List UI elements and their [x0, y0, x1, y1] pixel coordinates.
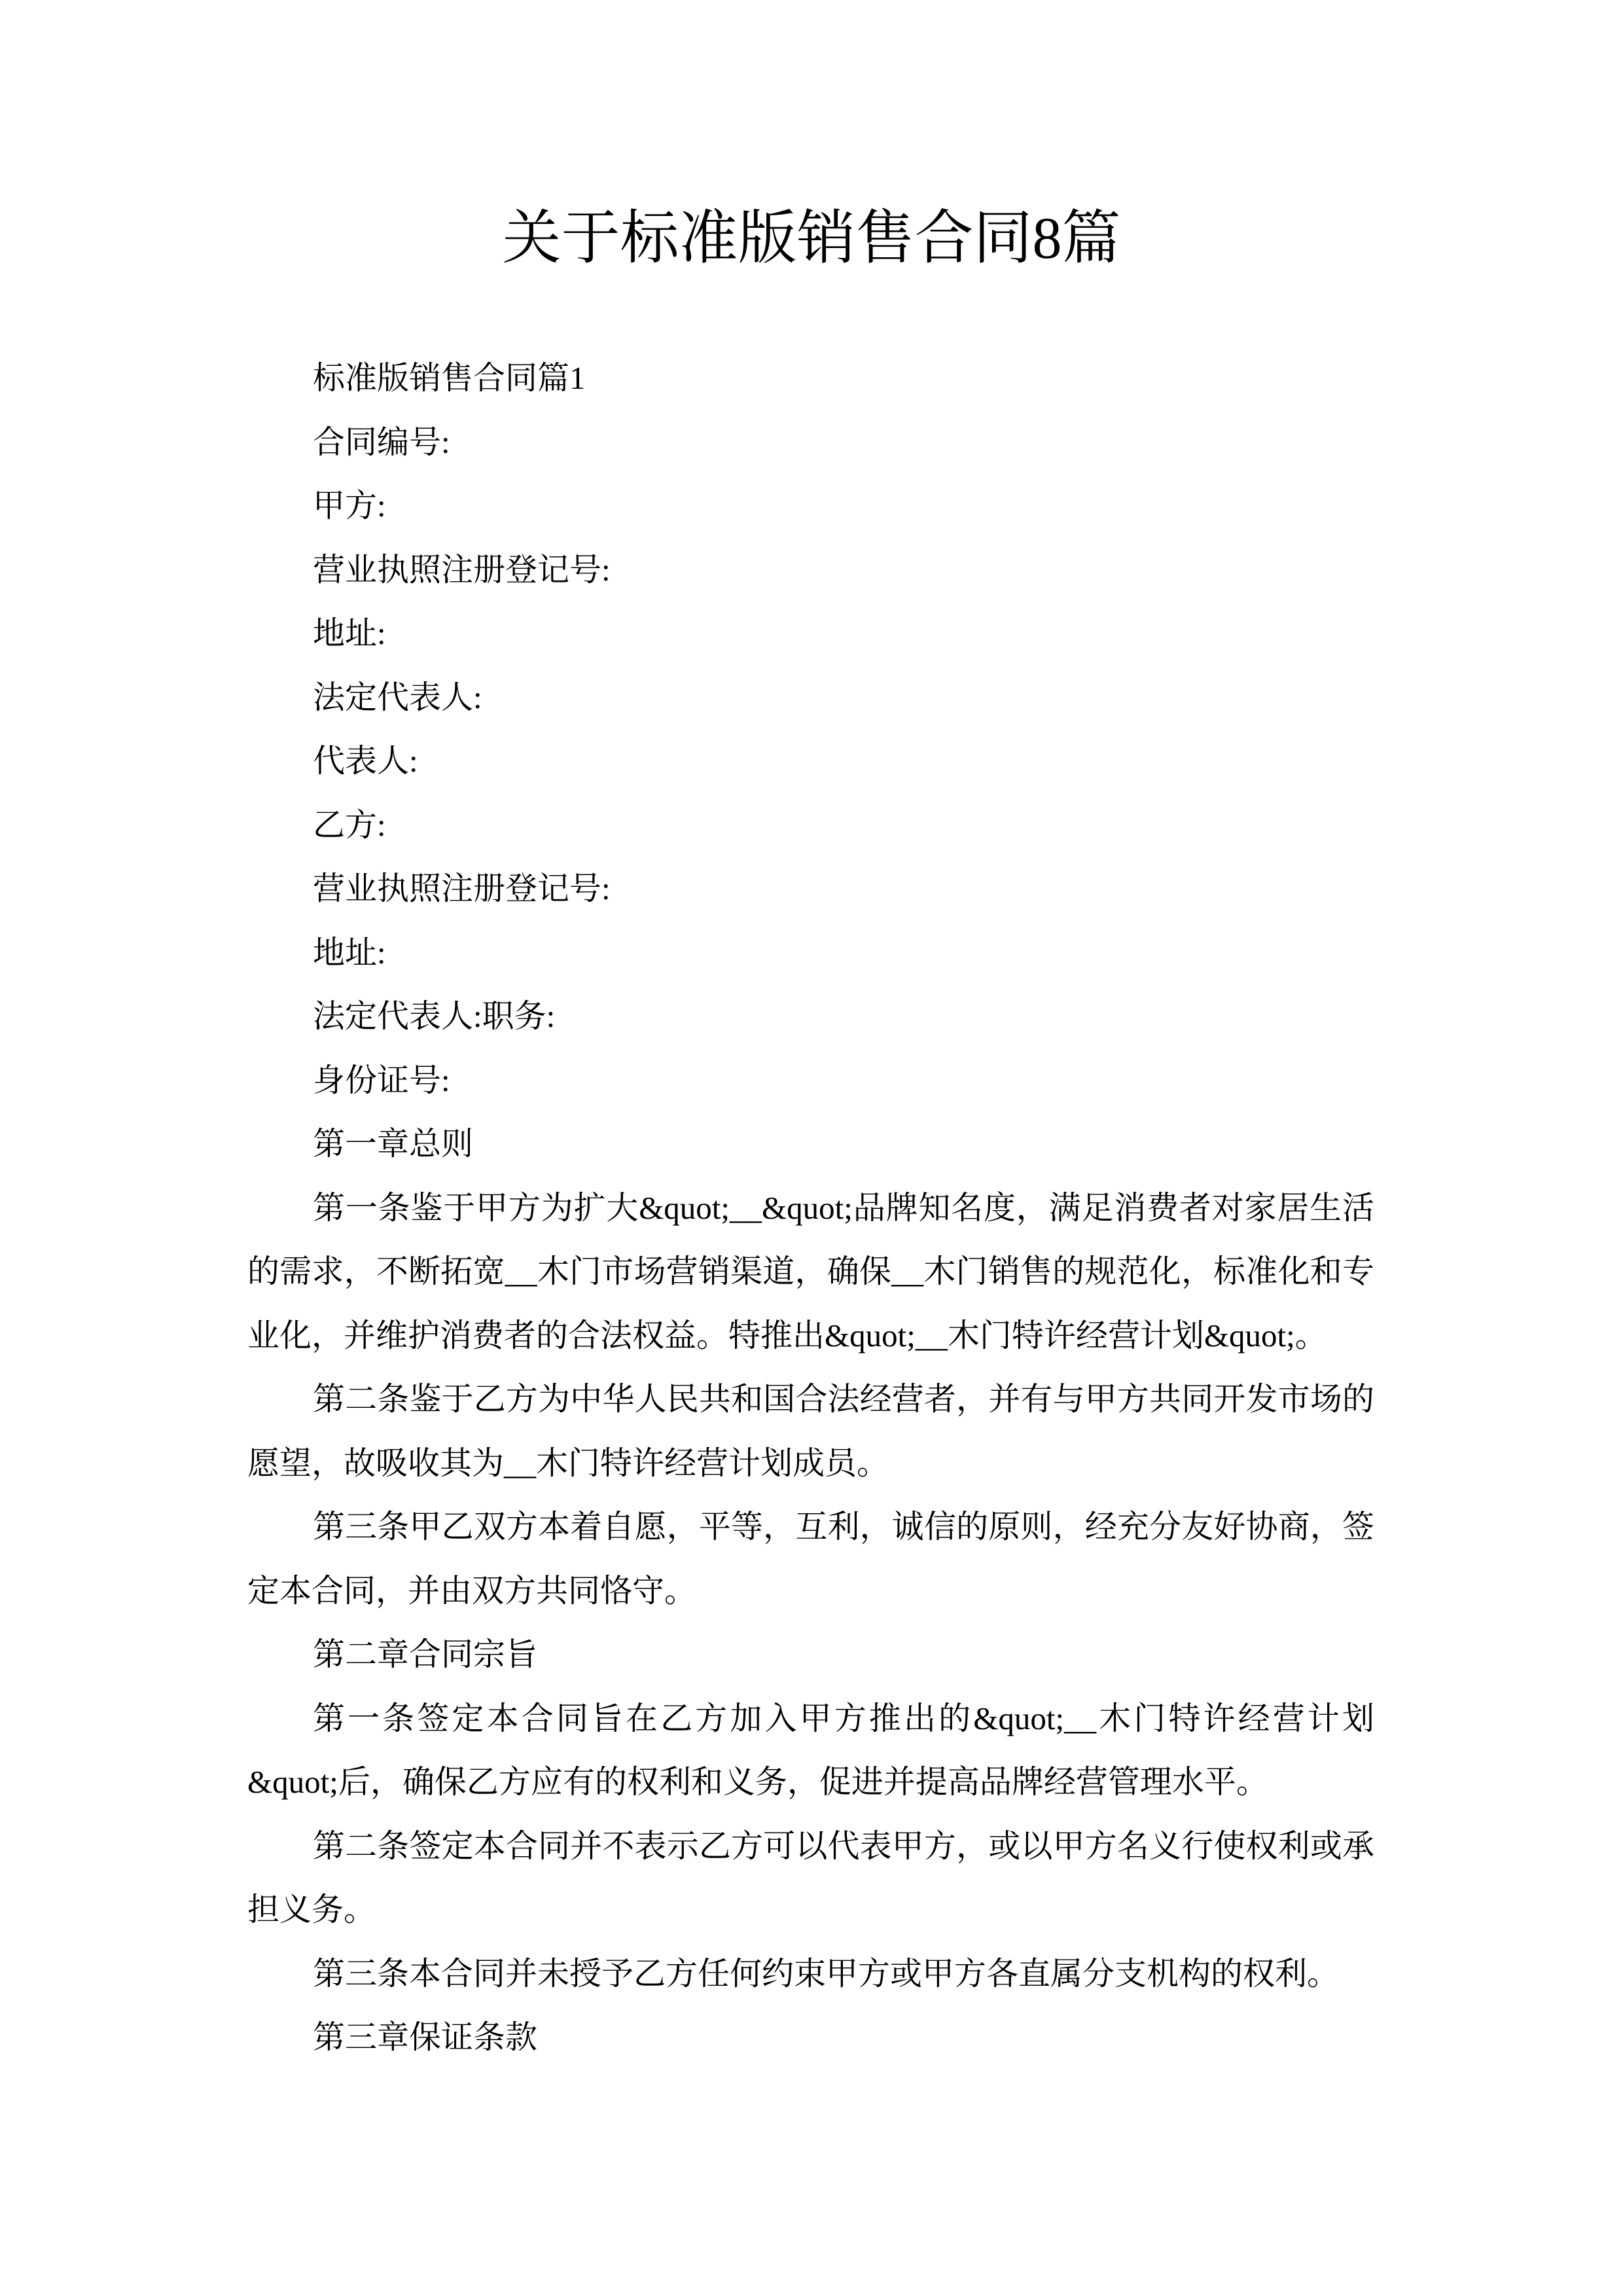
paragraph-line: 第一条鉴于甲方为扩大&quot;__&quot;品牌知名度，满足消费者对家居生活	[313, 1189, 1374, 1226]
paragraph-line: 第二条鉴于乙方为中华人民共和国合法经营者，并有与甲方共同开发市场的	[313, 1381, 1374, 1417]
chapter-2-article-3	[247, 1942, 1374, 2006]
paragraph-line: &quot;后，确保乙方应有的权利和义务，促进并提高品牌经营管理水平。	[247, 1764, 1268, 1800]
paragraph-line: 第三条本合同并未授予乙方任何约束甲方或甲方各直属分支机构的权利。	[313, 1955, 1340, 1992]
field-contract-number: 合同编号:	[313, 423, 450, 460]
field-party-a-representative: 代表人:	[313, 743, 418, 779]
field-party-a-address: 地址:	[313, 615, 386, 651]
section-heading: 标准版销售合同篇1	[313, 360, 586, 396]
document-body	[247, 346, 1374, 2070]
paragraph-line: 第二条签定本合同并不表示乙方可以代表甲方，或以甲方名义行使权利或承	[313, 1827, 1374, 1864]
document-title: 关于标准版销售合同8篇	[502, 206, 1121, 271]
field-party-b-id-number: 身份证号:	[313, 1062, 450, 1098]
chapter-2-article-1	[247, 1687, 1374, 1814]
paragraph-line: 第三条甲乙双方本着自愿，平等，互利，诚信的原则，经充分友好协商，签	[313, 1509, 1374, 1545]
field-party-b-legal-representative-title: 法定代表人:职务:	[313, 998, 556, 1034]
chapter-1-heading: 第一章总则	[313, 1126, 474, 1162]
chapter-1-article-3	[247, 1495, 1374, 1623]
paragraph-line: 的需求，不断拓宽__木门市场营销渠道，确保__木门销售的规范化，标准化和专	[247, 1253, 1374, 1289]
field-party-a-license: 营业执照注册登记号:	[313, 551, 611, 588]
chapter-3-heading: 第三章保证条款	[313, 2019, 538, 2055]
chapter-1-article-1	[247, 1176, 1374, 1368]
paragraph-line: 定本合同，并由双方共同恪守。	[247, 1572, 697, 1609]
field-party-a-legal-representative: 法定代表人:	[313, 679, 482, 715]
paragraph-line: 愿望，故吸收其为__木门特许经营计划成员。	[247, 1444, 889, 1481]
paragraph-line: 第一条签定本合同旨在乙方加入甲方推出的&quot;__木门特许经营计划	[313, 1700, 1374, 1736]
field-party-b-license: 营业执照注册登记号:	[313, 870, 611, 906]
field-party-b: 乙方:	[313, 806, 386, 843]
chapter-2-article-2	[247, 1814, 1374, 1942]
field-party-b-address: 地址:	[313, 934, 386, 971]
chapter-2-heading: 第二章合同宗旨	[313, 1636, 538, 1672]
paragraph-line: 担义务。	[247, 1892, 376, 1928]
field-party-a: 甲方:	[313, 488, 386, 524]
chapter-1-article-2	[247, 1367, 1374, 1495]
paragraph-line: 业化，并维护消费者的合法权益。特推出&quot;__木门特许经营计划&quot;。	[247, 1317, 1327, 1354]
